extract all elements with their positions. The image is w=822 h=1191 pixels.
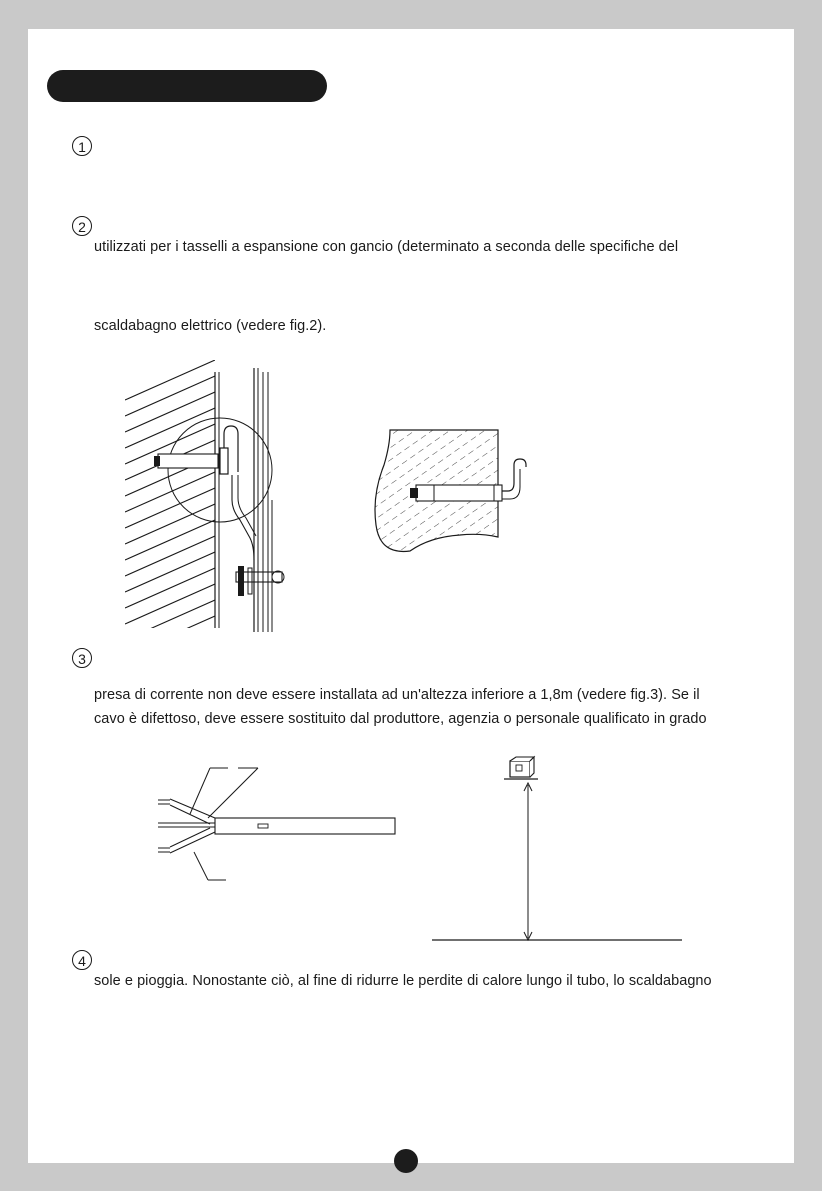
section-header-bar	[47, 70, 327, 102]
wall-hook-mount-diagram	[120, 360, 290, 635]
page-number-dot	[394, 1149, 418, 1173]
step-2-marker: 2	[72, 216, 92, 236]
step-1-marker: 1	[72, 136, 92, 156]
anchor-bolt-detail-diagram	[370, 425, 540, 560]
step-4-marker: 4	[72, 950, 92, 970]
step-3-marker: 3	[72, 648, 92, 668]
socket-height-diagram	[430, 755, 685, 945]
step-2-text-line-2: scaldabagno elettrico (vedere fig.2).	[94, 318, 327, 334]
step-3-text-line-1: presa di corrente non deve essere installata ad un'altezza inferiore a 1,8m (vedere fig.3). Se il	[94, 687, 700, 703]
step-3-text-line-2: cavo è difettoso, deve essere sostituito dal produttore, agenzia o personale qualificato in grado	[94, 711, 707, 727]
power-cable-diagram	[150, 760, 400, 885]
wall-hatching	[125, 360, 215, 635]
step-4-text-line-1: sole e pioggia. Nonostante ciò, al fine di ridurre le perdite di calore lungo il tubo, lo scaldabagno	[94, 973, 712, 989]
step-2-text-line-1: utilizzati per i tasselli a espansione con gancio (determinato a seconda delle specifiche del	[94, 239, 679, 255]
